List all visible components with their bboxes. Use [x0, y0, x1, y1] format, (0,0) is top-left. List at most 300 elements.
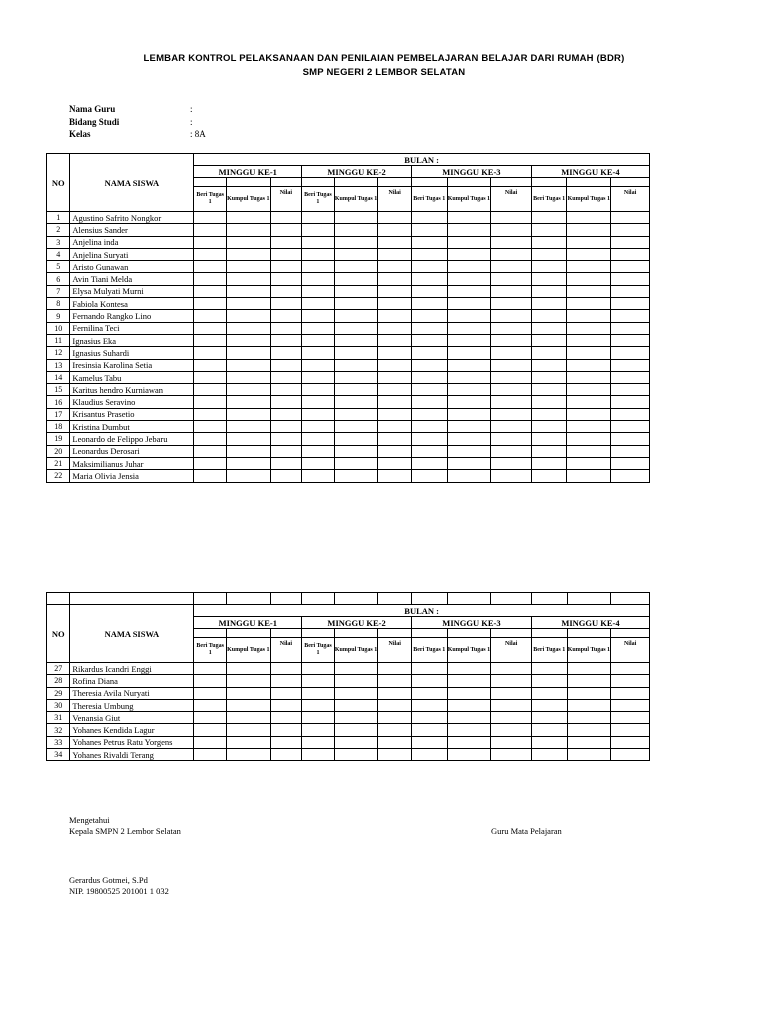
score-cell[interactable] [226, 334, 270, 346]
score-cell[interactable] [334, 408, 378, 420]
score-cell[interactable] [611, 359, 650, 371]
score-cell[interactable] [611, 396, 650, 408]
score-cell[interactable] [447, 248, 491, 260]
score-cell[interactable] [611, 347, 650, 359]
score-cell[interactable] [334, 736, 378, 748]
score-cell[interactable] [226, 470, 270, 482]
score-cell[interactable] [302, 359, 335, 371]
score-cell[interactable] [334, 359, 378, 371]
score-cell[interactable] [302, 663, 335, 675]
score-cell[interactable] [194, 396, 227, 408]
score-cell[interactable] [567, 663, 611, 675]
score-cell[interactable] [334, 445, 378, 457]
score-cell[interactable] [226, 347, 270, 359]
score-cell[interactable] [378, 699, 412, 711]
score-cell[interactable] [491, 359, 532, 371]
score-cell[interactable] [194, 285, 227, 297]
score-cell[interactable] [226, 433, 270, 445]
score-cell[interactable] [411, 675, 447, 687]
score-cell[interactable] [334, 663, 378, 675]
score-cell[interactable] [531, 445, 567, 457]
score-cell[interactable] [567, 285, 611, 297]
score-cell[interactable] [447, 699, 491, 711]
score-cell[interactable] [378, 384, 412, 396]
score-cell[interactable] [531, 371, 567, 383]
score-cell[interactable] [302, 675, 335, 687]
score-cell[interactable] [194, 445, 227, 457]
score-cell[interactable] [378, 470, 412, 482]
score-cell[interactable] [447, 724, 491, 736]
score-cell[interactable] [270, 212, 302, 224]
score-cell[interactable] [567, 212, 611, 224]
score-cell[interactable] [226, 285, 270, 297]
score-cell[interactable] [302, 273, 335, 285]
score-cell[interactable] [226, 322, 270, 334]
score-cell[interactable] [567, 224, 611, 236]
score-cell[interactable] [194, 712, 227, 724]
score-cell[interactable] [194, 421, 227, 433]
score-cell[interactable] [411, 298, 447, 310]
score-cell[interactable] [270, 663, 302, 675]
score-cell[interactable] [302, 261, 335, 273]
score-cell[interactable] [194, 675, 227, 687]
score-cell[interactable] [567, 248, 611, 260]
score-cell[interactable] [531, 236, 567, 248]
score-cell[interactable] [491, 298, 532, 310]
score-cell[interactable] [491, 371, 532, 383]
score-cell[interactable] [378, 248, 412, 260]
score-cell[interactable] [411, 736, 447, 748]
score-cell[interactable] [531, 724, 567, 736]
score-cell[interactable] [611, 445, 650, 457]
score-cell[interactable] [226, 457, 270, 469]
score-cell[interactable] [411, 396, 447, 408]
score-cell[interactable] [491, 310, 532, 322]
score-cell[interactable] [447, 371, 491, 383]
score-cell[interactable] [411, 663, 447, 675]
score-cell[interactable] [334, 371, 378, 383]
score-cell[interactable] [491, 261, 532, 273]
score-cell[interactable] [194, 663, 227, 675]
score-cell[interactable] [567, 445, 611, 457]
score-cell[interactable] [378, 712, 412, 724]
score-cell[interactable] [491, 470, 532, 482]
score-cell[interactable] [611, 749, 650, 761]
score-cell[interactable] [531, 273, 567, 285]
score-cell[interactable] [567, 310, 611, 322]
score-cell[interactable] [531, 457, 567, 469]
score-cell[interactable] [491, 334, 532, 346]
score-cell[interactable] [194, 371, 227, 383]
score-cell[interactable] [302, 310, 335, 322]
score-cell[interactable] [226, 310, 270, 322]
score-cell[interactable] [411, 699, 447, 711]
score-cell[interactable] [270, 347, 302, 359]
score-cell[interactable] [226, 224, 270, 236]
score-cell[interactable] [194, 724, 227, 736]
score-cell[interactable] [531, 285, 567, 297]
score-cell[interactable] [302, 212, 335, 224]
score-cell[interactable] [302, 396, 335, 408]
score-cell[interactable] [378, 371, 412, 383]
score-cell[interactable] [531, 712, 567, 724]
score-cell[interactable] [270, 396, 302, 408]
score-cell[interactable] [334, 457, 378, 469]
score-cell[interactable] [411, 384, 447, 396]
score-cell[interactable] [378, 457, 412, 469]
score-cell[interactable] [378, 433, 412, 445]
score-cell[interactable] [270, 322, 302, 334]
score-cell[interactable] [411, 371, 447, 383]
score-cell[interactable] [611, 371, 650, 383]
score-cell[interactable] [491, 736, 532, 748]
score-cell[interactable] [194, 261, 227, 273]
score-cell[interactable] [226, 736, 270, 748]
score-cell[interactable] [226, 384, 270, 396]
score-cell[interactable] [611, 408, 650, 420]
score-cell[interactable] [567, 347, 611, 359]
score-cell[interactable] [491, 749, 532, 761]
score-cell[interactable] [611, 298, 650, 310]
score-cell[interactable] [447, 322, 491, 334]
score-cell[interactable] [447, 298, 491, 310]
score-cell[interactable] [270, 384, 302, 396]
score-cell[interactable] [270, 749, 302, 761]
score-cell[interactable] [411, 359, 447, 371]
score-cell[interactable] [531, 433, 567, 445]
score-cell[interactable] [194, 334, 227, 346]
score-cell[interactable] [447, 273, 491, 285]
score-cell[interactable] [194, 224, 227, 236]
score-cell[interactable] [270, 285, 302, 297]
score-cell[interactable] [270, 712, 302, 724]
score-cell[interactable] [194, 470, 227, 482]
score-cell[interactable] [226, 712, 270, 724]
score-cell[interactable] [226, 371, 270, 383]
score-cell[interactable] [531, 347, 567, 359]
score-cell[interactable] [378, 236, 412, 248]
score-cell[interactable] [270, 236, 302, 248]
score-cell[interactable] [411, 236, 447, 248]
score-cell[interactable] [491, 248, 532, 260]
score-cell[interactable] [531, 396, 567, 408]
score-cell[interactable] [531, 663, 567, 675]
score-cell[interactable] [378, 334, 412, 346]
score-cell[interactable] [567, 396, 611, 408]
score-cell[interactable] [270, 224, 302, 236]
score-cell[interactable] [226, 261, 270, 273]
score-cell[interactable] [611, 687, 650, 699]
score-cell[interactable] [302, 298, 335, 310]
score-cell[interactable] [302, 347, 335, 359]
score-cell[interactable] [611, 457, 650, 469]
score-cell[interactable] [302, 236, 335, 248]
score-cell[interactable] [447, 675, 491, 687]
score-cell[interactable] [611, 699, 650, 711]
score-cell[interactable] [531, 212, 567, 224]
score-cell[interactable] [334, 285, 378, 297]
score-cell[interactable] [611, 212, 650, 224]
score-cell[interactable] [531, 470, 567, 482]
score-cell[interactable] [491, 687, 532, 699]
score-cell[interactable] [491, 347, 532, 359]
score-cell[interactable] [567, 749, 611, 761]
score-cell[interactable] [378, 310, 412, 322]
score-cell[interactable] [567, 371, 611, 383]
score-cell[interactable] [378, 736, 412, 748]
score-cell[interactable] [447, 396, 491, 408]
score-cell[interactable] [378, 408, 412, 420]
score-cell[interactable] [194, 310, 227, 322]
score-cell[interactable] [334, 347, 378, 359]
score-cell[interactable] [491, 408, 532, 420]
score-cell[interactable] [531, 736, 567, 748]
score-cell[interactable] [302, 457, 335, 469]
score-cell[interactable] [411, 310, 447, 322]
score-cell[interactable] [611, 712, 650, 724]
score-cell[interactable] [491, 675, 532, 687]
score-cell[interactable] [194, 408, 227, 420]
score-cell[interactable] [531, 699, 567, 711]
score-cell[interactable] [334, 421, 378, 433]
score-cell[interactable] [194, 433, 227, 445]
score-cell[interactable] [447, 470, 491, 482]
score-cell[interactable] [378, 273, 412, 285]
score-cell[interactable] [611, 285, 650, 297]
score-cell[interactable] [194, 236, 227, 248]
score-cell[interactable] [194, 736, 227, 748]
score-cell[interactable] [334, 334, 378, 346]
score-cell[interactable] [447, 384, 491, 396]
score-cell[interactable] [334, 384, 378, 396]
score-cell[interactable] [302, 224, 335, 236]
score-cell[interactable] [226, 421, 270, 433]
score-cell[interactable] [226, 687, 270, 699]
score-cell[interactable] [270, 310, 302, 322]
score-cell[interactable] [194, 699, 227, 711]
score-cell[interactable] [531, 248, 567, 260]
score-cell[interactable] [302, 749, 335, 761]
score-cell[interactable] [226, 699, 270, 711]
score-cell[interactable] [611, 736, 650, 748]
score-cell[interactable] [447, 687, 491, 699]
score-cell[interactable] [611, 334, 650, 346]
score-cell[interactable] [611, 273, 650, 285]
score-cell[interactable] [226, 298, 270, 310]
score-cell[interactable] [567, 408, 611, 420]
score-cell[interactable] [334, 396, 378, 408]
score-cell[interactable] [411, 421, 447, 433]
score-cell[interactable] [567, 421, 611, 433]
score-cell[interactable] [491, 457, 532, 469]
score-cell[interactable] [302, 285, 335, 297]
score-cell[interactable] [491, 322, 532, 334]
score-cell[interactable] [194, 359, 227, 371]
score-cell[interactable] [378, 396, 412, 408]
score-cell[interactable] [491, 421, 532, 433]
score-cell[interactable] [194, 273, 227, 285]
score-cell[interactable] [302, 736, 335, 748]
score-cell[interactable] [270, 334, 302, 346]
score-cell[interactable] [226, 248, 270, 260]
score-cell[interactable] [194, 347, 227, 359]
score-cell[interactable] [334, 224, 378, 236]
score-cell[interactable] [226, 212, 270, 224]
score-cell[interactable] [378, 445, 412, 457]
score-cell[interactable] [567, 687, 611, 699]
score-cell[interactable] [411, 457, 447, 469]
score-cell[interactable] [334, 322, 378, 334]
score-cell[interactable] [611, 248, 650, 260]
score-cell[interactable] [302, 322, 335, 334]
score-cell[interactable] [411, 212, 447, 224]
score-cell[interactable] [270, 699, 302, 711]
score-cell[interactable] [447, 445, 491, 457]
score-cell[interactable] [611, 421, 650, 433]
score-cell[interactable] [411, 749, 447, 761]
score-cell[interactable] [491, 236, 532, 248]
score-cell[interactable] [531, 749, 567, 761]
score-cell[interactable] [491, 433, 532, 445]
score-cell[interactable] [334, 749, 378, 761]
score-cell[interactable] [447, 408, 491, 420]
score-cell[interactable] [411, 687, 447, 699]
score-cell[interactable] [491, 663, 532, 675]
score-cell[interactable] [270, 457, 302, 469]
score-cell[interactable] [194, 749, 227, 761]
score-cell[interactable] [567, 261, 611, 273]
score-cell[interactable] [531, 687, 567, 699]
score-cell[interactable] [302, 248, 335, 260]
score-cell[interactable] [302, 712, 335, 724]
score-cell[interactable] [378, 322, 412, 334]
score-cell[interactable] [270, 675, 302, 687]
score-cell[interactable] [411, 273, 447, 285]
score-cell[interactable] [531, 675, 567, 687]
score-cell[interactable] [226, 359, 270, 371]
score-cell[interactable] [378, 749, 412, 761]
score-cell[interactable] [194, 322, 227, 334]
score-cell[interactable] [411, 445, 447, 457]
score-cell[interactable] [302, 371, 335, 383]
score-cell[interactable] [378, 347, 412, 359]
score-cell[interactable] [447, 285, 491, 297]
score-cell[interactable] [226, 675, 270, 687]
score-cell[interactable] [334, 310, 378, 322]
score-cell[interactable] [611, 310, 650, 322]
score-cell[interactable] [334, 675, 378, 687]
score-cell[interactable] [611, 675, 650, 687]
score-cell[interactable] [447, 712, 491, 724]
score-cell[interactable] [411, 470, 447, 482]
score-cell[interactable] [611, 724, 650, 736]
score-cell[interactable] [270, 687, 302, 699]
score-cell[interactable] [194, 212, 227, 224]
score-cell[interactable] [491, 384, 532, 396]
score-cell[interactable] [378, 224, 412, 236]
score-cell[interactable] [302, 699, 335, 711]
score-cell[interactable] [447, 212, 491, 224]
score-cell[interactable] [334, 248, 378, 260]
score-cell[interactable] [378, 687, 412, 699]
score-cell[interactable] [411, 712, 447, 724]
score-cell[interactable] [302, 724, 335, 736]
score-cell[interactable] [447, 749, 491, 761]
score-cell[interactable] [411, 347, 447, 359]
score-cell[interactable] [447, 334, 491, 346]
score-cell[interactable] [411, 408, 447, 420]
score-cell[interactable] [567, 736, 611, 748]
score-cell[interactable] [567, 384, 611, 396]
score-cell[interactable] [302, 470, 335, 482]
score-cell[interactable] [447, 224, 491, 236]
score-cell[interactable] [531, 310, 567, 322]
score-cell[interactable] [302, 408, 335, 420]
score-cell[interactable] [334, 470, 378, 482]
score-cell[interactable] [302, 421, 335, 433]
score-cell[interactable] [334, 212, 378, 224]
score-cell[interactable] [611, 322, 650, 334]
score-cell[interactable] [411, 724, 447, 736]
score-cell[interactable] [194, 457, 227, 469]
score-cell[interactable] [270, 248, 302, 260]
score-cell[interactable] [378, 675, 412, 687]
score-cell[interactable] [270, 359, 302, 371]
score-cell[interactable] [611, 663, 650, 675]
score-cell[interactable] [531, 408, 567, 420]
score-cell[interactable] [531, 224, 567, 236]
score-cell[interactable] [378, 285, 412, 297]
score-cell[interactable] [270, 298, 302, 310]
score-cell[interactable] [226, 724, 270, 736]
score-cell[interactable] [491, 699, 532, 711]
score-cell[interactable] [531, 322, 567, 334]
score-cell[interactable] [226, 749, 270, 761]
score-cell[interactable] [378, 421, 412, 433]
score-cell[interactable] [447, 261, 491, 273]
score-cell[interactable] [378, 359, 412, 371]
score-cell[interactable] [270, 736, 302, 748]
score-cell[interactable] [447, 457, 491, 469]
score-cell[interactable] [567, 322, 611, 334]
score-cell[interactable] [447, 347, 491, 359]
score-cell[interactable] [194, 687, 227, 699]
score-cell[interactable] [302, 445, 335, 457]
score-cell[interactable] [270, 273, 302, 285]
score-cell[interactable] [194, 384, 227, 396]
score-cell[interactable] [531, 421, 567, 433]
score-cell[interactable] [334, 699, 378, 711]
score-cell[interactable] [378, 724, 412, 736]
score-cell[interactable] [567, 359, 611, 371]
score-cell[interactable] [531, 298, 567, 310]
score-cell[interactable] [378, 298, 412, 310]
score-cell[interactable] [447, 310, 491, 322]
score-cell[interactable] [491, 224, 532, 236]
score-cell[interactable] [226, 236, 270, 248]
score-cell[interactable] [270, 371, 302, 383]
score-cell[interactable] [531, 359, 567, 371]
score-cell[interactable] [447, 663, 491, 675]
score-cell[interactable] [411, 248, 447, 260]
score-cell[interactable] [411, 322, 447, 334]
score-cell[interactable] [411, 433, 447, 445]
score-cell[interactable] [567, 699, 611, 711]
score-cell[interactable] [531, 384, 567, 396]
score-cell[interactable] [334, 298, 378, 310]
score-cell[interactable] [334, 433, 378, 445]
score-cell[interactable] [567, 334, 611, 346]
